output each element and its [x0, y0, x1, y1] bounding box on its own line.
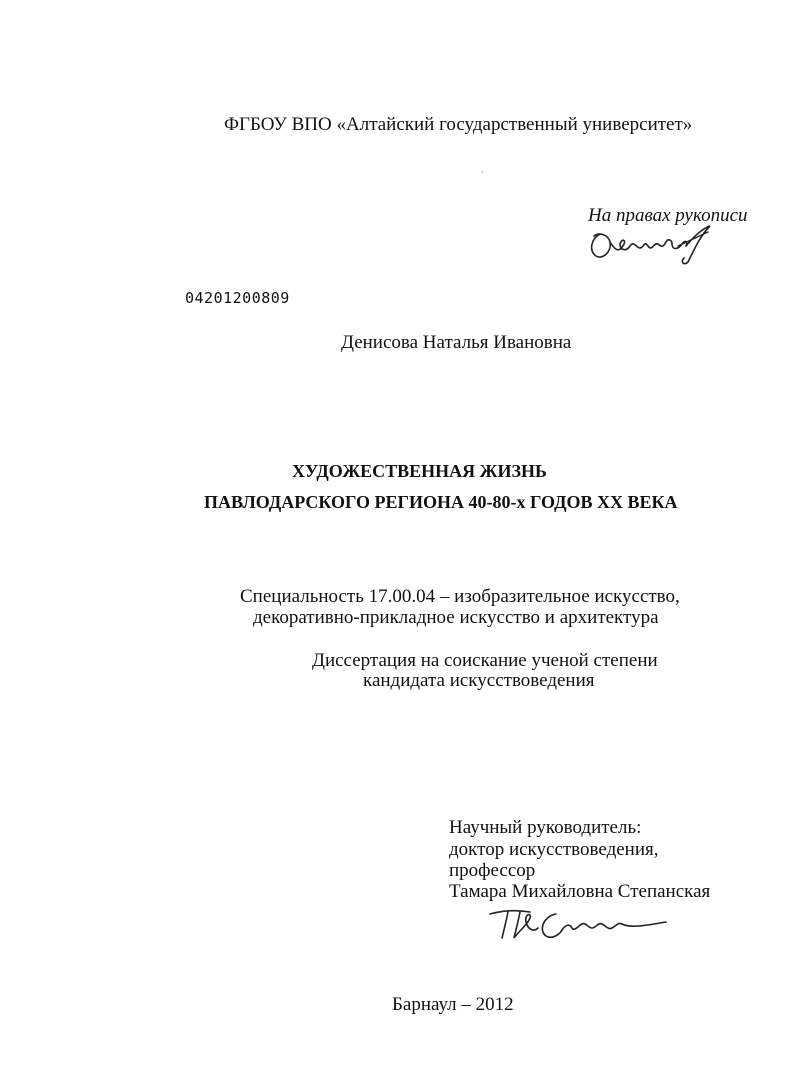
catalog-number: 04201200809	[185, 289, 290, 307]
thesis-title-line2: ПАВЛОДАРСКОГО РЕГИОНА 40-80-х ГОДОВ ХХ ВЕКА	[204, 492, 678, 512]
supervisor-name: Тамара Михайловна Степанская	[449, 881, 711, 902]
specialty-line2: декоративно-прикладное искусство и архитектура	[253, 607, 659, 628]
university-name: ФГБОУ ВПО «Алтайский государственный университет»	[224, 114, 693, 135]
supervisor-degree: доктор искусствоведения,	[449, 839, 659, 860]
city-year: Барнаул – 2012	[392, 994, 514, 1015]
supervisor-signature-icon	[484, 900, 669, 946]
specialty-line1: Специальность 17.00.04 – изобразительное искусство,	[240, 586, 680, 607]
dissertation-line1: Диссертация на соискание ученой степени	[312, 650, 658, 671]
scan-speck: `	[481, 171, 485, 182]
author-signature-icon	[586, 222, 736, 266]
supervisor-label: Научный руководитель:	[449, 817, 642, 838]
dissertation-line2: кандидата искусствоведения	[363, 670, 595, 691]
rights-note: На правах рукописи	[588, 205, 748, 226]
thesis-title-line1: ХУДОЖЕСТВЕННАЯ ЖИЗНЬ	[292, 461, 547, 481]
supervisor-rank: профессор	[449, 860, 536, 881]
author-name: Денисова Наталья Ивановна	[341, 332, 572, 353]
